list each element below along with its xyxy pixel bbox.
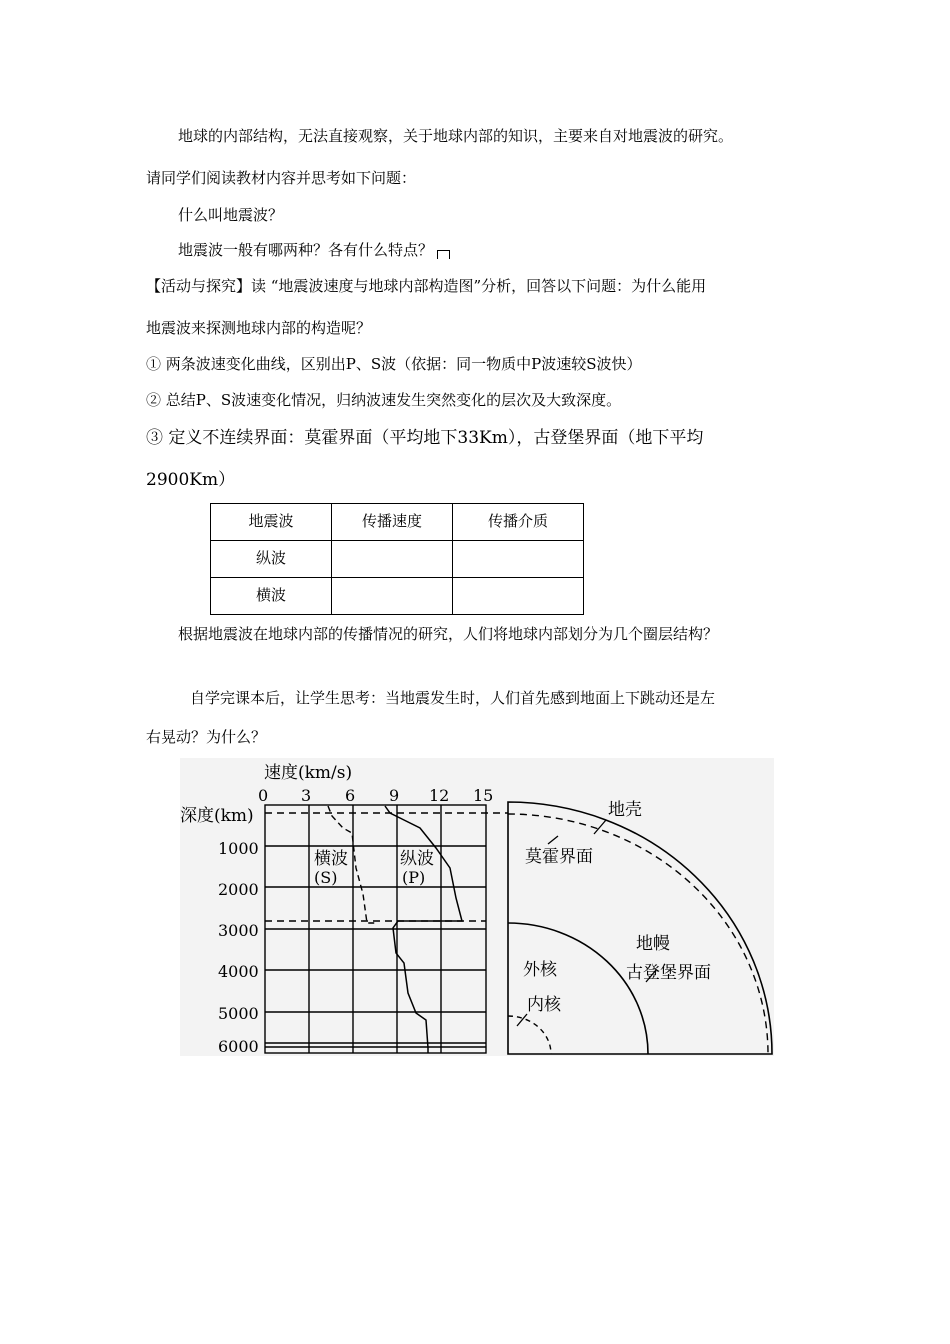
table-cell: 横波 bbox=[211, 578, 332, 615]
table-header-cell: 传播速度 bbox=[332, 504, 453, 541]
speed-tick: 3 bbox=[301, 786, 312, 805]
speed-axis-label: 速度(km/s) bbox=[264, 763, 353, 783]
activity-item-3-line-2: 2900Km） bbox=[146, 470, 236, 490]
p-wave-label: 纵波 bbox=[400, 849, 434, 869]
activity-item-1: ① 两条波速变化曲线，区别出P、S波（依据：同一物质中P波速较S波快） bbox=[146, 355, 642, 373]
activity-line-2: 地震波来探测地球内部的构造呢？ bbox=[146, 319, 372, 337]
speed-tick: 15 bbox=[473, 786, 494, 805]
activity-item-3-line-1: ③ 定义不连续界面：莫霍界面（平均地下33Km），古登堡界面（地下平均 bbox=[146, 428, 704, 448]
after-table-question: 根据地震波在地球内部的传播情况的研究，人们将地球内部划分为几个圈层结构？ bbox=[178, 625, 719, 643]
depth-tick: 6000 bbox=[218, 1037, 259, 1056]
table-row bbox=[211, 541, 584, 578]
intro-paragraph-line-1: 地球的内部结构，无法直接观察，关于地球内部的知识，主要来自对地震波的研究。 bbox=[178, 127, 734, 145]
crust-label: 地壳 bbox=[608, 800, 642, 820]
table-header-row bbox=[211, 504, 584, 541]
question-2 bbox=[178, 240, 450, 260]
self-study-line-2: 右晃动？为什么？ bbox=[146, 728, 267, 746]
intro-paragraph-line-2: 请同学们阅读教材内容并思考如下问题： bbox=[146, 169, 417, 187]
table-cell bbox=[332, 578, 453, 615]
speed-tick: 9 bbox=[389, 786, 400, 805]
seismic-wave-earth-structure-figure bbox=[180, 758, 774, 1056]
seismic-wave-table bbox=[210, 503, 584, 615]
activity-item-2: ② 总结P、S波速变化情况，归纳波速发生突然变化的层次及大致深度。 bbox=[146, 391, 622, 409]
inner-core-label: 内核 bbox=[527, 995, 561, 1015]
activity-line-1: 【活动与探究】读 “地震波速度与地球内部构造图”分析，回答以下问题：为什么能用 bbox=[146, 277, 707, 295]
speed-tick: 0 bbox=[258, 786, 269, 805]
question-2-text: 地震波一般有哪两种？各有什么特点？ bbox=[178, 241, 434, 259]
moho-label: 莫霍界面 bbox=[525, 847, 593, 867]
question-1: 什么叫地震波？ bbox=[178, 206, 284, 224]
self-study-line-1: 自学完课本后，让学生思考：当地震发生时，人们首先感到地面上下跳动还是左 bbox=[190, 689, 716, 707]
table-cell bbox=[332, 541, 453, 578]
speed-tick: 6 bbox=[345, 786, 356, 805]
mantle-label: 地幔 bbox=[636, 934, 670, 954]
table-cell bbox=[453, 578, 584, 615]
s-wave-symbol: (S) bbox=[314, 868, 338, 887]
table-cell bbox=[453, 541, 584, 578]
s-wave-label: 横波 bbox=[314, 849, 348, 869]
table-cell: 纵波 bbox=[211, 541, 332, 578]
depth-tick: 2000 bbox=[218, 880, 259, 899]
table-row bbox=[211, 578, 584, 615]
depth-axis-label: 深度(km) bbox=[180, 806, 254, 826]
depth-tick: 5000 bbox=[218, 1004, 259, 1023]
outer-core-label: 外核 bbox=[523, 960, 557, 980]
gutenberg-label: 古登堡界面 bbox=[626, 963, 711, 983]
depth-tick: 1000 bbox=[218, 839, 259, 858]
table-header-cell: 传播介质 bbox=[453, 504, 584, 541]
text-cursor-mark bbox=[437, 250, 450, 259]
table-header-cell: 地震波 bbox=[211, 504, 332, 541]
p-wave-symbol: (P) bbox=[402, 868, 426, 887]
depth-tick: 4000 bbox=[218, 962, 259, 981]
speed-tick: 12 bbox=[429, 786, 450, 805]
depth-tick: 3000 bbox=[218, 921, 259, 940]
